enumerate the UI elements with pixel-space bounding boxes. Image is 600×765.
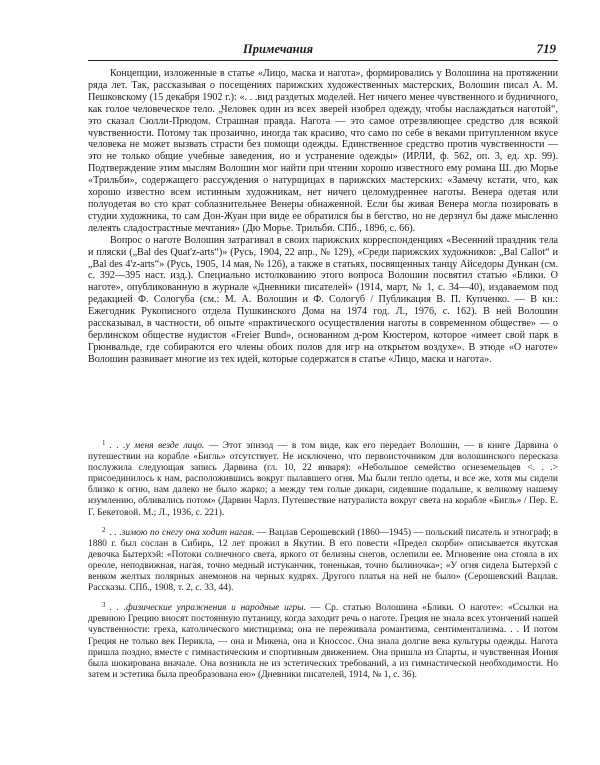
footnote-number: 2 [102, 525, 106, 534]
footnote-text: — Этот эпизод — в том виде, как его передает Волошин, — в книге Дарвина о путешествии на корабле «Бигль» отсутствует. Не исключено, что первоисточником для волошинского пересказа послужила следующая запись Дарвина (гл. 10, 22 января): «Небольшое семейство огнеземельцев <. . .> присоединилось к нам, расположившись вокруг пылавшего огня. Мы были тепло одеты, и все же, хотя мы сидели близко к огню, нам далеко не было жарко; а между тем голые дикари, сидевшие подальше, к великому нашему изумлению, обливались потом» (Дарвин Чарлз. Путешествие натуралиста вокруг света на корабле «Бигль» / Пер. Е. Г. Бекетовой. М.; Л., 1936, с. 221). [88, 441, 558, 518]
footnotes [88, 438, 558, 687]
footnote-number: 3 [102, 601, 106, 610]
paragraph: Концепции, изложенные в статье «Лицо, маска и нагота», формировались у Волошина на протяжении ряда лет. Так, рассказывая о посещениях парижских художественных мастерских, Волошин писал А. М. Пешковскому (15 декабря 1902 г.): «. . .вид раздетых моделей. Нет ничего менее чувственного и будничного, как голое человеческое тело. „Человек один из всех зверей изобрел одежду, чтобы наслаждаться наготой“, это сказал Сюлли-Прюдом. Страшная правда. Нагота — это самое отрезвляющее средство для всякой чувственности. Потому так прозаично, иногда так красиво, что само по себе в веками притупленном вкусе человека не может вызвать страсти без помощи одежды. Единственное средство против чувственности — это не только общие учебные заведения, но и устранение одежды» (ИРЛИ, ф. 562, оп. 3, ед. хр. 99). Подтверждение этим мыслям Волошин мог найти при чтении хорошо известного ему романа Ш. дю Морье «Трильби», содержащего рассуждения о натурщицах в парижских мастерских: «Замечу кстати, что, как хорошо известно всем истинным художникам, нет ничего целомудреннее наготы. Венера одетая или полуодетая во сто крат соблазнительнее Венеры обнаженной. Если бы живая Венера могла позировать в студии художника, то сам Дон-Жуан при виде ее обратился бы в бегство, но не дерзнул бы даже мысленно лелеять сладострастные мечтания» (Дю Морье. Трильби. СПб., 1896, с. 66). [88, 68, 558, 234]
main-text [88, 68, 558, 366]
footnote-text: — Ср. статью Волошина «Блики. О наготе»: «Ссылки на древнюю Грецию вносят постоянную путаницу, когда заходит речь о наготе. Греция не знала всех утончений нашей чувственности: греха, католического мистицизма; она не переживала романтизма, сентиментализма. . . И потом Греция не только век Перикла, — она и Микена, она и Кноссос. Она знала долгие века культуры одежды. Нагота пришла поздно, вместе с гимнастическим и спортивным движением. Она пришла из Спарты, и чувственная Иония была шокирована вначале. Она возникла не из эстетических требований, а из гимнастической необходимости. Но затем и эстетика была преобразована ею» (Дневники писателей, 1914, № 1, с. 36). [88, 603, 558, 680]
footnote-lemma: . . .физические упражнения и народные игры. [109, 603, 306, 614]
footnote-lemma: . . .у меня везде лицо. [109, 441, 205, 451]
footnote [88, 438, 558, 519]
footnote [88, 600, 558, 681]
page-number: 719 [536, 41, 556, 56]
header-title: Примечания [243, 42, 314, 56]
paragraph: Вопрос о наготе Волошин затрагивал в своих парижских корреспонденциях «Весенний праздник тела и пляски („Bal des Quat'z-arts“)» (Русь, 1904, 22 апр., № 129), «Среди парижских художников: „Bal Callot“ и „Bal des 4'z-arts“» (Русь, 1905, 14 мая, № 126), а также в статьях, посвященных танцу Айседоры Дункан (см. с. 392—395 наст. изд.). Специально истолкованию этого вопроса Волошин посвятил статью «Блики. О наготе», опубликованную в журнале «Дневники писателей» (1914, март, № 1, с. 34—40), издаваемом под редакцией Ф. Сологуба (см.: М. А. Волошин и Ф. Сологуб / Публикация В. П. Купченко. — В кн.: Ежегодник Рукописного отдела Пушкинского Дома на 1974 год. Л., 1976, с. 162). В ней Волошин рассказывал, в частности, об опыте «практического осуществления наготы в современном обществе» — о берлинском обществе нудистов «Freier Bund», основанном д-ром Кюстером, которое «имеет свой парк в Грюнвальде, где собираются его члены обоих полов для игр на открытом воздухе». В этюде «О наготе» Волошин развивает многие из тех идей, которые содержатся в статье «Лицо, маска и нагота». [88, 234, 558, 365]
footnote [88, 525, 558, 595]
footnote-lemma: . . .зимою по снегу она ходит нагая. [109, 527, 255, 538]
running-header [88, 40, 558, 61]
footnote-text: — Вацлав Серошевский (1860—1945) — польский писатель и этнограф; в 1880 г. был сослан в Сибирь, 12 лет прожил в Якутии. В его повести «Предел скорби» описывается якутская девочка Бытерхэй: «Потоки солнечного света, яркого от белизны снегов, ослепили ее. Мгновение она стояла в их ореоле, неподвижная, нагая, точно медный истуканчик, тоненькая, точно былиночка»; «У огня сидела Бытерхэй с венком желтых полярных анемонов на черных кудрях. Другого платья на ней не было» (Серошевский Вацлав. Рассказы. СПб., 1908, т. 2, с. 33, 44). [88, 527, 558, 594]
footnote-number: 1 [102, 439, 106, 447]
